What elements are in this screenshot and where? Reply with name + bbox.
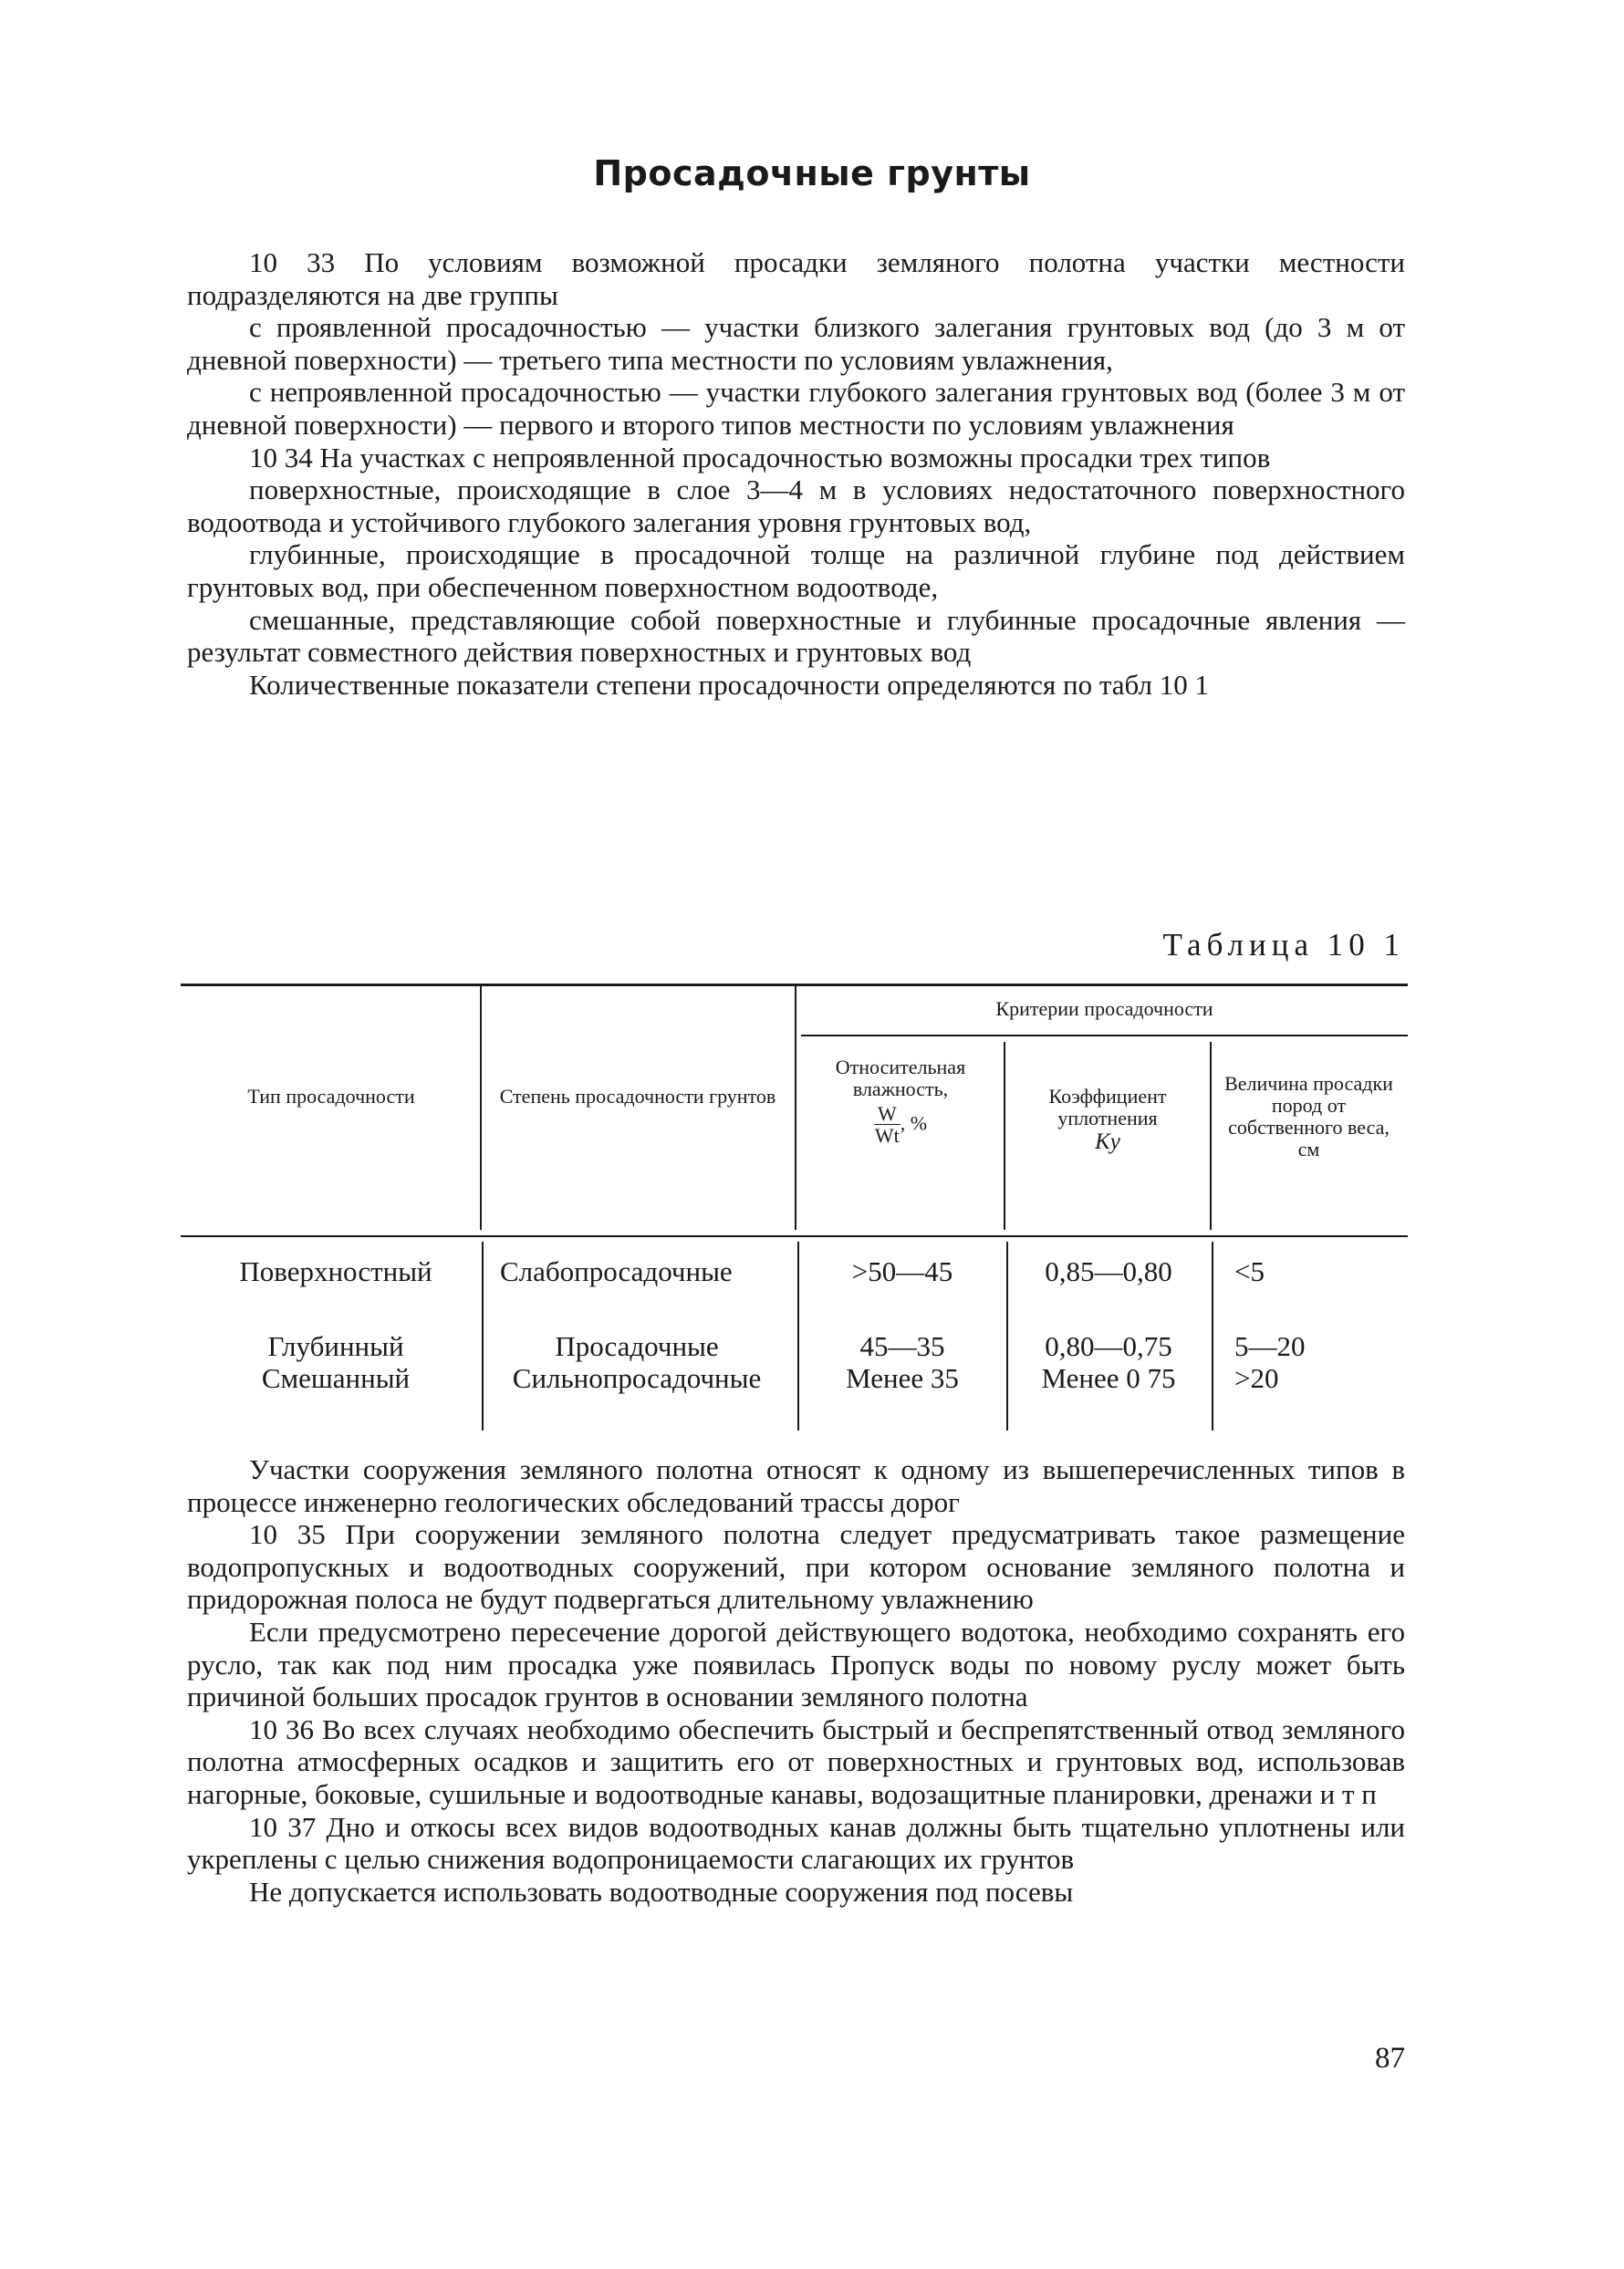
col-divider: [1210, 1042, 1212, 1230]
paragraph: Если предусмотрено пересечение дорогой действующего водотока, необходимо сохранять его русло, так как под ним просадка уже появилась Пропуск воды по новому руслу может быть причиной больших просадок грунтов в основании земляного полотна: [187, 1615, 1405, 1713]
paragraph: 10 34 На участках с непроявленной просадочностью возможны просадки трех типов: [249, 441, 1271, 474]
subsidence-table: [181, 984, 1408, 1431]
row1-subsidence: <5: [1234, 1255, 1265, 1287]
row2-degree: Просадочные: [555, 1330, 719, 1362]
header-degree: Степень просадочности грунтов: [499, 1085, 776, 1108]
paragraph: поверхностные, происходящие в слое 3—4 м в условиях недостаточного поверхностного водоотвода и устойчивого глубокого залегания уровня грунтовых вод,: [187, 474, 1405, 538]
header-humidity: Относительная влажность, $\frac{W}{Wt}$ , %: [801, 1056, 1000, 1147]
compaction-symbol: Ky: [1095, 1129, 1120, 1154]
paragraph: с непроявленной просадочностью — участки глубокого залегания грунтовых вод (более 3 м от дневной поверхности) — первого и второго типов местности по условиям увлажнения: [187, 376, 1405, 441]
paragraph: с проявленной просадочностью — участки близкого залегания грунтовых вод (до 3 м от дневной поверхности) — третьего типа местности по условиям увлажнения,: [187, 311, 1405, 376]
paragraph: смешанные, представляющие собой поверхностные и глубинные просадочные явления — результат совместного действия поверхностных и грунтовых вод: [187, 603, 1405, 669]
row2-compaction: 0,80—0,75: [1045, 1330, 1172, 1362]
row3-type: Смешанный: [261, 1362, 411, 1394]
paragraph: Участки сооружения земляного полотна относят к одному из вышеперечисленных типов в процессе инженерно геологических обследований трассы дорог: [187, 1453, 1405, 1518]
row2-humidity: 45—35: [859, 1330, 945, 1362]
paragraph: 10 33 По условиям возможной просадки земляного полотна участки местности подразделяются на две группы: [187, 246, 1405, 311]
col-divider: [1004, 1042, 1005, 1230]
row3-compaction: Менее 0 75: [1041, 1362, 1176, 1394]
humidity-fraction: $\frac{W}{Wt}$: [874, 1102, 900, 1147]
row3-subsidence: >20: [1234, 1362, 1279, 1394]
section-title: Просадочные грунты: [593, 153, 1031, 193]
text-block-lower: [187, 1453, 1405, 1908]
header-bottom-rule: [181, 1235, 1408, 1237]
header-type: Тип просадочности: [247, 1085, 415, 1108]
row3-degree: Сильнопросадочные: [512, 1362, 762, 1394]
row1-compaction: 0,85—0,80: [1045, 1255, 1172, 1287]
header-subsidence: Величина просадки пород от собственного веса, см: [1224, 1072, 1393, 1161]
col-divider: [1212, 1242, 1213, 1431]
row2-type: Глубинный: [267, 1330, 404, 1362]
paragraph: 10 36 Во всех случаях необходимо обеспечить быстрый и беспрепятственный отвод земляного полотна атмосферных осадков и защитить его от поверхностных и грунтовых вод, использовав нагорные, боковые, сушильные и водоотводные канавы, водозащитные планировки, дренажи и т п: [187, 1712, 1405, 1810]
paragraph: Не допускается использовать водоотводные сооружения под посевы: [249, 1875, 1074, 1908]
page-number: 87: [1375, 2042, 1405, 2075]
col-divider: [482, 1242, 484, 1431]
header-compaction: Коэффициент уплотнения Ky: [1009, 1086, 1206, 1153]
paragraph: Количественные показатели степени просадочности определяются по табл 10 1: [249, 668, 1210, 701]
header-humidity-label: Относительная влажность,: [835, 1056, 966, 1100]
col-divider: [795, 984, 796, 1230]
col-divider: [797, 1242, 799, 1431]
row1-degree: Слабопросадочные: [500, 1255, 733, 1287]
paragraph: глубинные, происходящие в просадочной толще на различной глубине под действием грунтовых вод, при обеспеченном поверхностном водоотводе,: [187, 538, 1405, 603]
col-divider: [480, 984, 482, 1230]
row2-subsidence: 5—20: [1234, 1330, 1306, 1362]
row1-type: Поверхностный: [239, 1255, 432, 1287]
row1-humidity: >50—45: [851, 1255, 953, 1287]
paragraph: 10 37 Дно и откосы всех видов водоотводных канав должны быть тщательно уплотнены или укреплены с целью снижения водопроницаемости слагающих их грунтов: [187, 1810, 1405, 1876]
header-criteria: Критерии просадочности: [995, 997, 1213, 1020]
paragraph: 10 35 При сооружении земляного полотна следует предусматривать такое размещение водопропускных и водоотводных сооружений, при котором основание земляного полотна и придорожная полоса не будут подвергаться длительному увлажнению: [187, 1518, 1405, 1616]
text-block-upper: [187, 246, 1405, 701]
row3-humidity: Менее 35: [846, 1362, 959, 1394]
table-caption: Таблица 10 1: [1162, 927, 1405, 963]
criteria-rule: [801, 1035, 1408, 1036]
